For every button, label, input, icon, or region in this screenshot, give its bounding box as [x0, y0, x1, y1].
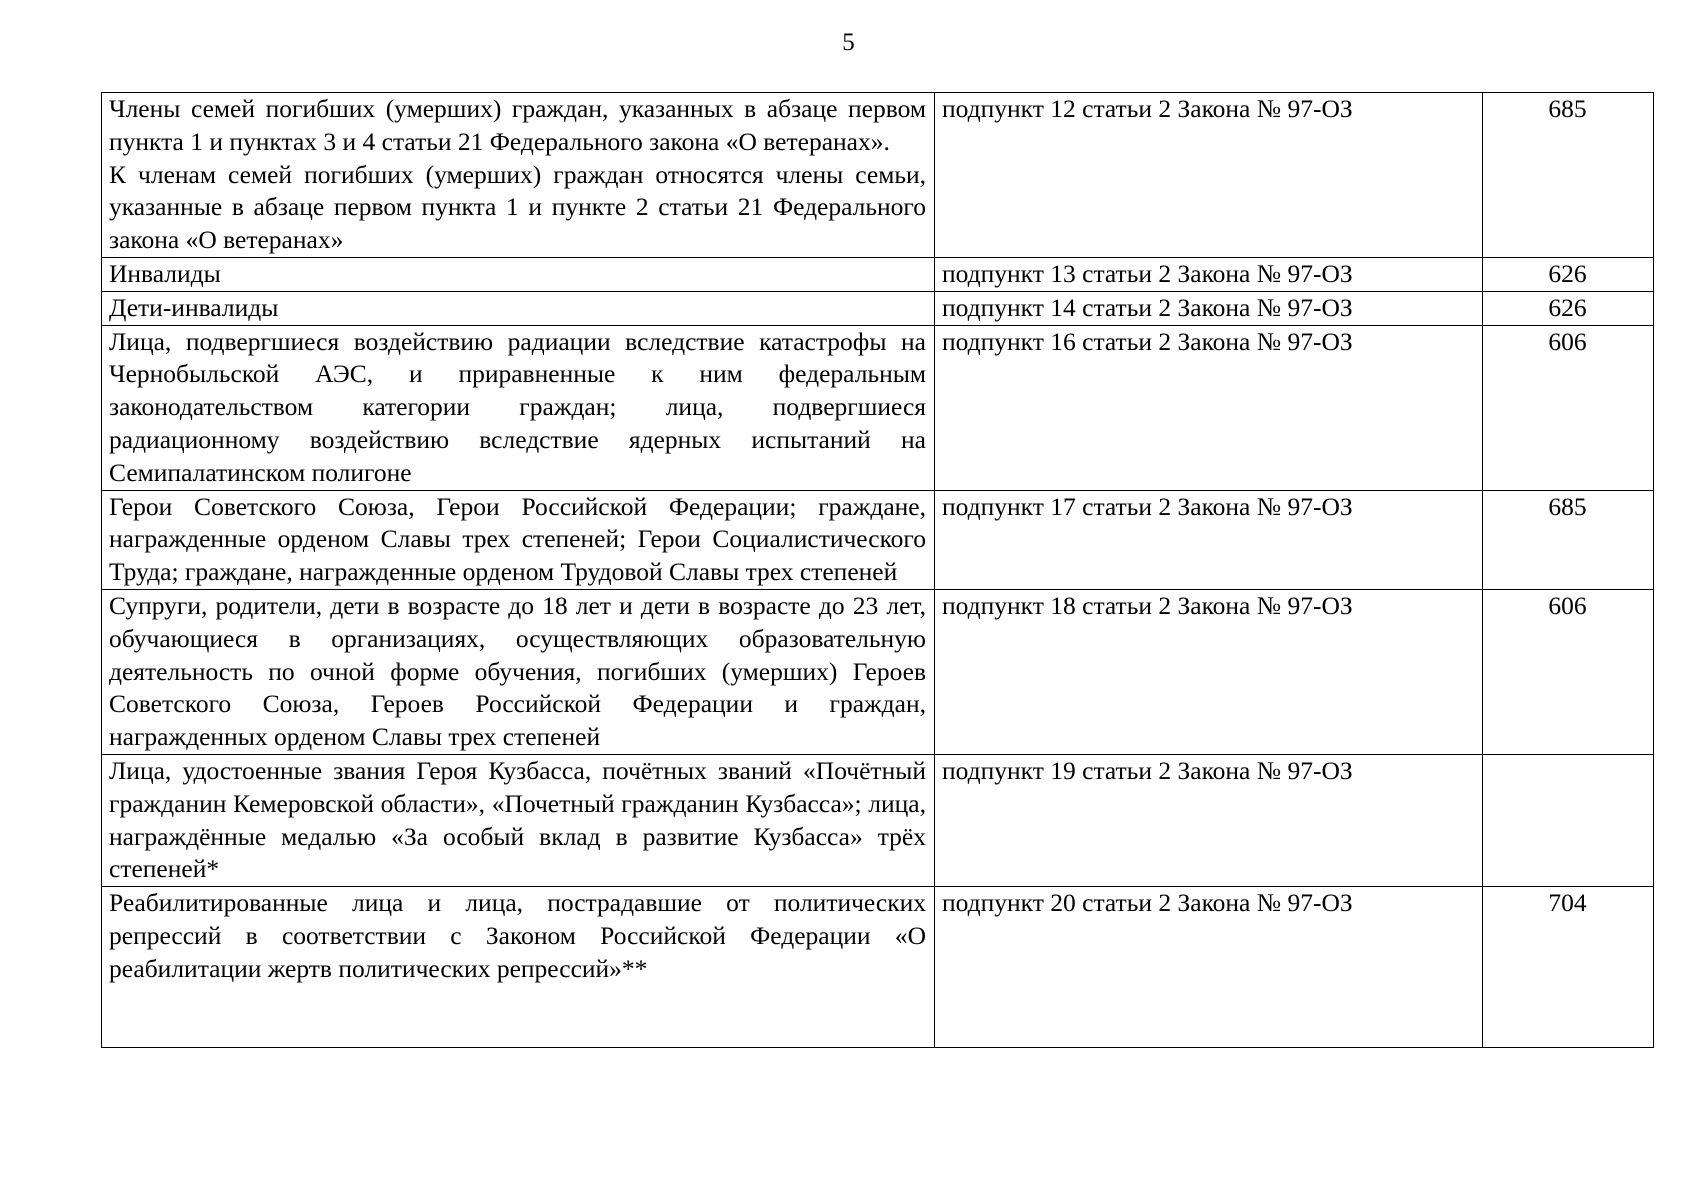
law-reference-cell: подпункт 13 статьи 2 Закона № 97-ОЗ: [935, 257, 1483, 291]
category-cell: [102, 257, 935, 291]
category-cell: [102, 490, 935, 589]
table-body: [102, 93, 1654, 1048]
category-cell: [102, 325, 935, 490]
table-row: [102, 490, 1654, 589]
category-paragraph: Реабилитированные лица и лица, пострадавшие от политических репрессий в соответствии с Законом Российской Федерации «О реабилитации жертв политических репрессий»**: [109, 888, 926, 983]
category-paragraph: Лица, удостоенные звания Героя Кузбасса, почётных званий «Почётный гражданин Кемеровской области», «Почетный гражданин Кузбасса»; лица, награждённые медалью «За особый вклад в развитие Кузбасса» трёх степеней*: [109, 755, 926, 884]
category-cell: [102, 887, 935, 1048]
law-reference-cell: подпункт 16 статьи 2 Закона № 97-ОЗ: [935, 325, 1483, 490]
table-row: [102, 754, 1654, 886]
amount-cell: [1483, 754, 1654, 886]
category-cell: [102, 589, 935, 754]
table-row: [102, 325, 1654, 490]
law-reference-cell: подпункт 18 статьи 2 Закона № 97-ОЗ: [935, 589, 1483, 754]
category-paragraph: Инвалиды: [109, 258, 221, 288]
category-paragraph: Лица, подвергшиеся воздействию радиации вследствие катастрофы на Чернобыльской АЭС, и приравненные к ним федеральным законодательством категории граждан; лица, подвергшиеся радиационному воздействию вследствие ядерных испытаний на Семипалатинском полигоне: [109, 326, 926, 487]
law-reference-cell: подпункт 17 статьи 2 Закона № 97-ОЗ: [935, 490, 1483, 589]
law-reference-cell: подпункт 14 статьи 2 Закона № 97-ОЗ: [935, 291, 1483, 325]
category-cell: [102, 93, 935, 258]
benefits-table: [101, 92, 1654, 1048]
category-paragraph: К членам семей погибших (умерших) граждан относятся члены семьи, указанные в абзаце первом пункта 1 и пункте 2 статьи 21 Федерального закона «О ветеранах»: [109, 159, 926, 255]
amount-cell: 685: [1483, 490, 1654, 589]
page-number: 5: [842, 29, 855, 56]
category-paragraph: Члены семей погибших (умерших) граждан, указанных в абзаце первом пункта 1 и пунктах 3 и 4 статьи 21 Федерального закона «О ветеранах».: [109, 94, 926, 156]
law-reference-cell: подпункт 19 статьи 2 Закона № 97-ОЗ: [935, 754, 1483, 886]
amount-cell: 626: [1483, 257, 1654, 291]
table-row: [102, 257, 1654, 291]
category-paragraph: Герои Советского Союза, Герои Российской Федерации; граждане, награжденные орденом Славы трех степеней; Герои Социалистического Труда; граждане, награжденные орденом Трудовой Славы трех степеней: [109, 491, 926, 587]
category-cell: [102, 291, 935, 325]
amount-cell: 704: [1483, 887, 1654, 1048]
amount-cell: 626: [1483, 291, 1654, 325]
amount-cell: 685: [1483, 93, 1654, 258]
table-row: [102, 589, 1654, 754]
category-paragraph: Супруги, родители, дети в возрасте до 18 лет и дети в возрасте до 23 лет, обучающиеся в организациях, осуществляющих образовательную деятельность по очной форме обучения, погибших (умерших) Героев Советского Союза, Героев Российской Федерации и граждан, награжденных орденом Славы трех степеней: [109, 590, 926, 752]
amount-cell: 606: [1483, 325, 1654, 490]
table-row: [102, 887, 1654, 1048]
table-row: [102, 93, 1654, 258]
amount-cell: 606: [1483, 589, 1654, 754]
law-reference-cell: подпункт 20 статьи 2 Закона № 97-ОЗ: [935, 887, 1483, 1048]
table-row: [102, 291, 1654, 325]
law-reference-cell: подпункт 12 статьи 2 Закона № 97-ОЗ: [935, 93, 1483, 258]
category-cell: [102, 754, 935, 886]
category-paragraph: Дети-инвалиды: [109, 292, 279, 322]
